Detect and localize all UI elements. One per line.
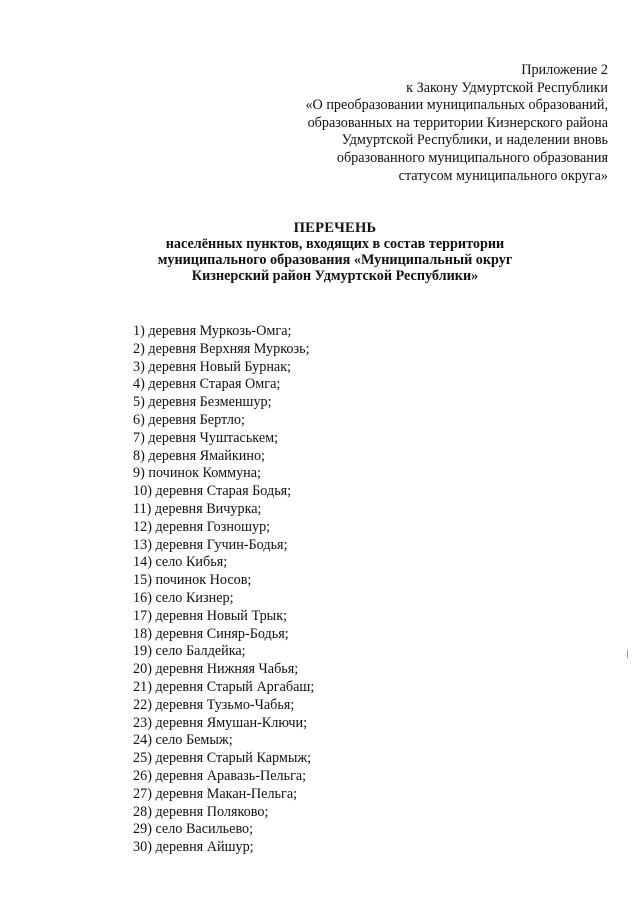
list-item: 30) деревня Айшур; <box>133 839 254 856</box>
list-item: 18) деревня Синяр-Бодья; <box>133 625 289 642</box>
list-item: 24) село Бемыж; <box>133 732 233 749</box>
list-item: 25) деревня Старый Кармыж; <box>133 750 312 767</box>
list-item: 1) деревня Муркозь-Омга; <box>133 323 292 339</box>
list-item: 22) деревня Тузьмо-Чабья; <box>133 696 295 713</box>
list-item: 10) деревня Старая Бодья; <box>133 483 292 500</box>
appendix-line: статусом муниципального округа» <box>398 167 608 184</box>
list-item: 3) деревня Новый Бурнак; <box>133 358 292 375</box>
list-item: 13) деревня Гучин-Бодья; <box>133 536 288 553</box>
list-item: 26) деревня Аравазь-Пельга; <box>133 767 307 784</box>
list-item: 2) деревня Верхняя Муркозь; <box>133 340 310 357</box>
heading-line: населённых пунктов, входящих в состав территории <box>165 236 505 252</box>
heading-line: Кизнерский район Удмуртской Республики» <box>191 268 479 284</box>
list-item: 29) село Васильево; <box>133 821 254 838</box>
list-item: 28) деревня Поляково; <box>133 803 269 820</box>
list-item: 23) деревня Ямушан-Ключи; <box>133 714 308 731</box>
appendix-line: образованного муниципального образования <box>336 149 608 166</box>
heading-line: муниципального образования «Муниципальный округ <box>157 252 513 268</box>
list-item: 9) починок Коммуна; <box>133 465 261 482</box>
list-item: 27) деревня Макан-Пельга; <box>133 785 298 802</box>
appendix-line: Удмуртской Республики, и наделении вновь <box>341 132 608 149</box>
appendix-header <box>228 62 608 185</box>
list-item: 16) село Кизнер; <box>133 589 234 606</box>
scan-mark <box>627 650 628 658</box>
list-item: 17) деревня Новый Трык; <box>133 607 288 624</box>
appendix-line: к Закону Удмуртской Республики <box>406 79 608 96</box>
list-item: 5) деревня Безменшур; <box>133 394 272 411</box>
list-item: 6) деревня Бертло; <box>133 411 245 428</box>
appendix-line: Приложение 2 <box>521 62 608 78</box>
document-title: ПЕРЕЧЕНЬ <box>293 220 377 236</box>
list-item: 21) деревня Старый Аргабаш; <box>133 678 315 695</box>
document-heading <box>100 220 570 284</box>
list-item: 4) деревня Старая Омга; <box>133 376 281 393</box>
list-item: 14) село Кибья; <box>133 554 228 571</box>
list-item: 15) починок Носов; <box>133 572 252 589</box>
appendix-line: образованных на территории Кизнерского района <box>307 114 608 131</box>
appendix-line: «О преобразовании муниципальных образований, <box>305 97 608 114</box>
settlement-list <box>133 323 314 857</box>
list-item: 12) деревня Гозношур; <box>133 518 271 535</box>
list-item: 7) деревня Чуштаськем; <box>133 429 279 446</box>
list-item: 11) деревня Вичурка; <box>133 500 262 517</box>
list-item: 20) деревня Нижняя Чабья; <box>133 661 299 678</box>
list-item: 19) село Балдейка; <box>133 643 246 660</box>
list-item: 8) деревня Ямайкино; <box>133 447 265 464</box>
